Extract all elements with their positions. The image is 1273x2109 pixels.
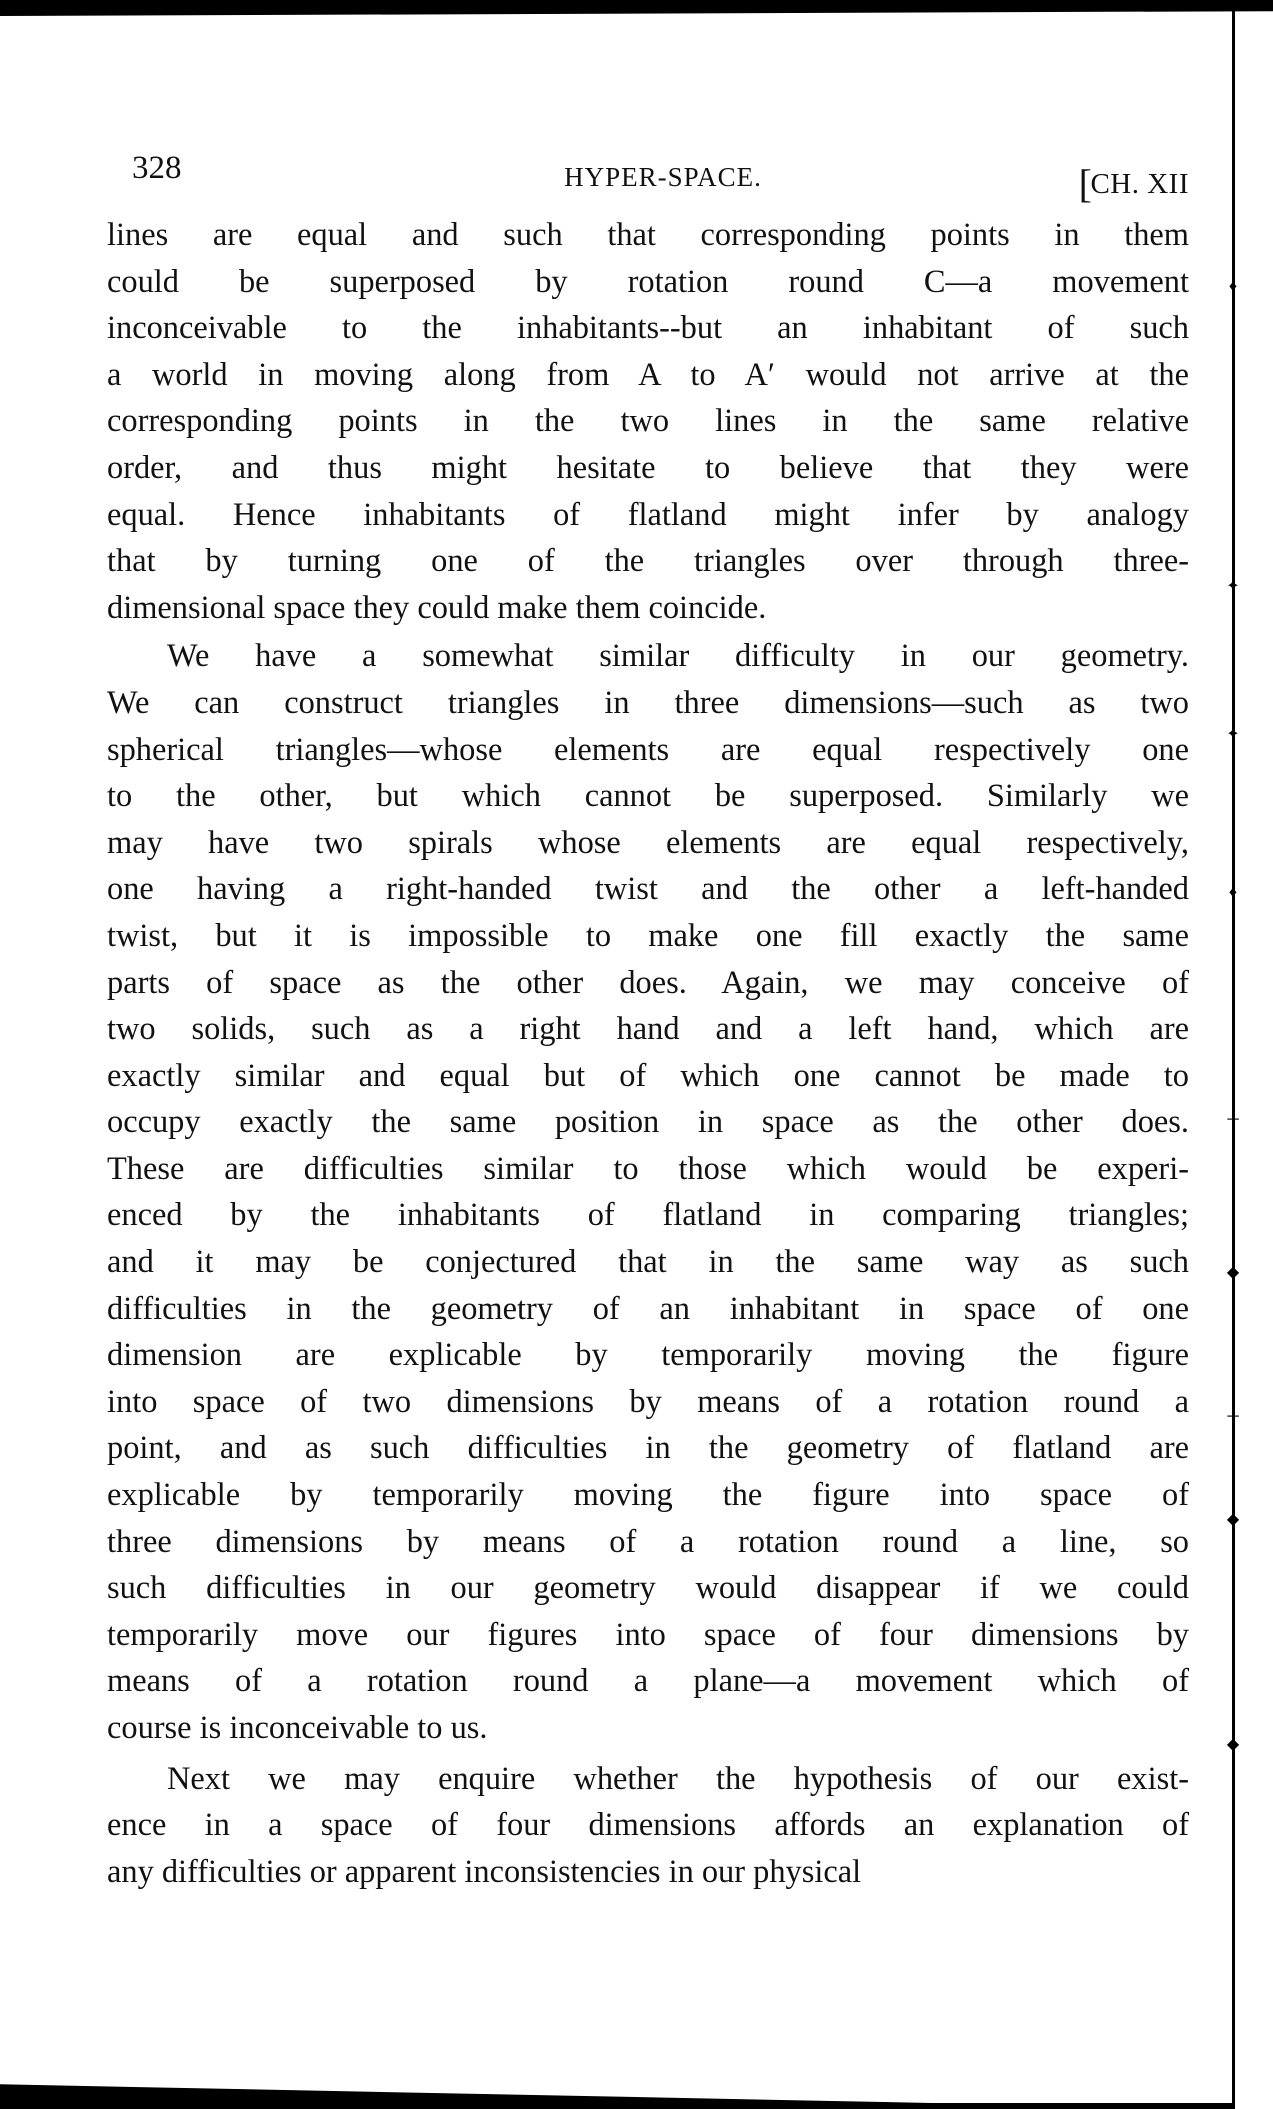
text-line: twist, but it is impossible to make one fill exactly the same xyxy=(107,917,1189,954)
binding-thread-mark: ♦ xyxy=(1228,884,1238,901)
text-line: temporarily move our figures into space of four dimensions by xyxy=(107,1616,1189,1653)
text-line: spherical triangles—whose elements are equal respectively one xyxy=(107,731,1189,768)
text-line: We can construct triangles in three dimensions—such as two xyxy=(107,684,1189,721)
binding-thread-mark: ◆ xyxy=(1226,1511,1240,1528)
binding-thread-mark: ◆ xyxy=(1226,1264,1240,1281)
text-line: three dimensions by means of a rotation round a line, so xyxy=(107,1523,1189,1560)
body-text xyxy=(107,212,1189,1895)
book-page xyxy=(107,140,1189,1895)
binding-thread-mark: ─ xyxy=(1227,1111,1239,1128)
text-line: point, and as such difficulties in the geometry of flatland are xyxy=(107,1430,1189,1467)
binding-thread-mark: ♦ xyxy=(1228,278,1238,295)
chapter-reference xyxy=(1079,160,1189,207)
text-line: may have two spirals whose elements are equal respectively, xyxy=(107,824,1189,861)
text-line: order, and thus might hesitate to believe that they were xyxy=(107,449,1189,486)
text-line: dimensional space they could make them coincide. xyxy=(107,589,767,626)
binding-thread-mark: ✦ xyxy=(1226,578,1240,595)
text-line: parts of space as the other does. Again, we may conceive of xyxy=(107,964,1189,1001)
text-line: explicable by temporarily moving the figure into space of xyxy=(107,1477,1189,1514)
text-line: We have a somewhat similar difficulty in our geometry. xyxy=(167,638,1189,675)
chapter-label: CH. XII xyxy=(1090,168,1189,200)
text-line: difficulties in the geometry of an inhabitant in space of one xyxy=(107,1290,1189,1327)
text-line: equal. Hence inhabitants of flatland might infer by analogy xyxy=(107,496,1189,533)
text-line: could be superposed by rotation round C—a movement xyxy=(107,263,1189,300)
text-line: These are difficulties similar to those which would be experi- xyxy=(107,1150,1189,1187)
binding-thread-mark: ◆ xyxy=(1226,1736,1240,1753)
text-line: a world in moving along from A to A′ would not arrive at the xyxy=(107,356,1189,393)
text-line: any difficulties or apparent inconsistencies in our physical xyxy=(107,1853,862,1890)
text-line: occupy exactly the same position in space as the other does. xyxy=(107,1104,1189,1141)
text-line: into space of two dimensions by means of a rotation round a xyxy=(107,1383,1189,1420)
page-number: 328 xyxy=(132,150,182,186)
text-line: such difficulties in our geometry would disappear if we could xyxy=(107,1570,1189,1607)
text-line: Next we may enquire whether the hypothesis of our exist- xyxy=(167,1760,1189,1797)
text-line: lines are equal and such that corresponding points in them xyxy=(107,217,1189,253)
text-line: inconceivable to the inhabitants--but an inhabitant of such xyxy=(107,310,1189,347)
paragraph-continuation xyxy=(107,212,1189,631)
text-line: two solids, such as a right hand and a left hand, which are xyxy=(107,1011,1189,1048)
running-head xyxy=(107,140,1189,206)
text-line: to the other, but which cannot be superposed. Similarly we xyxy=(107,778,1189,815)
text-line: corresponding points in the two lines in the same relative xyxy=(107,403,1189,440)
binding-edge-rule xyxy=(1232,0,1235,2109)
text-line: enced by the inhabitants of flatland in comparing triangles; xyxy=(107,1197,1189,1234)
chapter-bracket: [ xyxy=(1078,161,1093,206)
scan-border-top xyxy=(0,0,1273,16)
text-line: and it may be conjectured that in the same way as such xyxy=(107,1244,1189,1281)
paragraph-four-dimensions-hypothesis xyxy=(107,1756,1189,1896)
paragraph-geometry-difficulty xyxy=(107,633,1189,1751)
text-line: exactly similar and equal but of which one cannot be made to xyxy=(107,1057,1189,1094)
text-line: course is inconceivable to us. xyxy=(107,1710,488,1746)
text-line: dimension are explicable by temporarily moving the figure xyxy=(107,1337,1189,1374)
text-line: one having a right-handed twist and the other a left-handed xyxy=(107,871,1189,908)
text-line: that by turning one of the triangles over through three- xyxy=(107,543,1189,580)
text-line: means of a rotation round a plane—a movement which of xyxy=(107,1663,1189,1700)
binding-thread-mark: ✦ xyxy=(1226,726,1240,743)
binding-thread-mark: ─ xyxy=(1227,1408,1239,1425)
scan-border-bottom-base xyxy=(0,2103,1232,2109)
text-line: ence in a space of four dimensions affords an explanation of xyxy=(107,1807,1189,1844)
running-title: HYPER-SPACE. xyxy=(564,162,762,192)
